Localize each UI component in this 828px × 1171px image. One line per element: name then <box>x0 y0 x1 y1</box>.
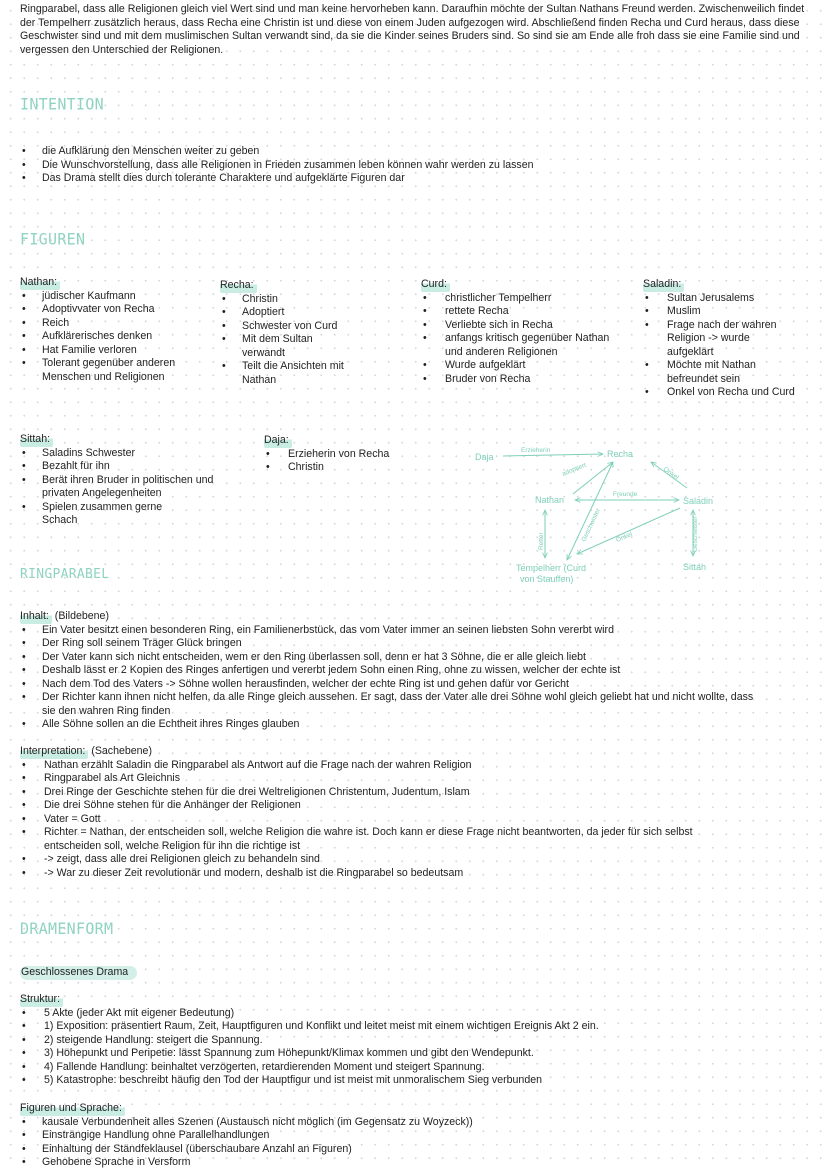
list-item: • Spielen zusammen gerne Schach <box>20 501 182 528</box>
intention-list <box>20 145 810 186</box>
list-item: • Sultan Jerusalems <box>643 292 823 306</box>
dramenform-struktur <box>20 993 810 1088</box>
section-sublabel: (Sachebene) <box>88 745 152 757</box>
list-item: • Hat Familie verloren <box>20 344 210 358</box>
list-item: • Berät ihren Bruder in politischen und privaten Angelegenheiten <box>20 474 220 501</box>
node-sittah: Sittah <box>683 562 707 572</box>
list-item: • Christin <box>220 293 390 307</box>
list-item: • Muslim <box>643 305 823 319</box>
figure-nathan <box>20 276 210 384</box>
list-item: • Reich <box>20 317 210 331</box>
figure-name: Saladin: <box>643 278 684 292</box>
list-item: • die Aufklärung den Menschen weiter zu geben <box>20 145 810 159</box>
list-item: • Möchte mit Nathan befreundet sein <box>643 359 777 386</box>
list-item: • christlicher Tempelherr <box>421 292 621 306</box>
list-item: • Wurde aufgeklärt <box>421 359 621 373</box>
list-item: • Richter = Nathan, der entscheiden soll, welche Religion die wahre ist. Doch kann er diese Frage nicht beantworten, da jeder für sich selbst entscheiden soll, welche Religion für ihn die richtige ist <box>20 826 810 853</box>
edge-label-retter: Retter <box>538 532 545 550</box>
list-item: • Gehobene Sprache in Versform <box>20 1156 810 1170</box>
list-item: • Vater = Gott <box>20 813 810 827</box>
intro-paragraph: Ringparabel, dass alle Religionen gleich viel Wert sind und man keine hervorheben kann. Daraufhin möchte der Sultan Nathans Freund werden. Zwischenweilich findet der Tempelherr zusätzlich heraus, dass Recha eine Christin ist und diese von einem Juden aufgezogen wird. Abschließend finden Recha und Curd heraus, dass diese Geschwister sind und mit dem muslimischen Sultan verwandt sind, da sie die Kinder seines Bruders sind. So sind sie am Ende alle froh dass sie eine Familie sind und vergessen den Unterschied der Religionen. <box>20 3 805 56</box>
list-item: • 2) steigende Handlung: steigert die Spannung. <box>20 1034 810 1048</box>
list-item: • Christin <box>264 461 444 475</box>
figure-name: Nathan: <box>20 276 60 290</box>
list-item: • Ringparabel als Art Gleichnis <box>20 772 810 786</box>
section-label: Struktur: <box>20 993 63 1007</box>
edge-label-geschwister: Geschwister <box>580 507 602 543</box>
list-item: • 5) Katastrophe: beschreibt häufig den Tod der Hauptfigur und ist meist mit unmoralischem Sieg verbunden <box>20 1074 810 1088</box>
list-item: • Der Ring soll seinem Träger Glück bringen <box>20 637 810 651</box>
list-item: • Onkel von Recha und Curd <box>643 386 823 400</box>
node-tempelherr: Tempelherr (Curd <box>516 563 587 573</box>
list-item: • Ein Vater besitzt einen besonderen Ring, ein Familienerbstück, das vom Vater immer an seinen liebsten Sohn vererbt wird <box>20 624 810 638</box>
figure-recha <box>220 279 390 387</box>
list-item: • Der Vater kann sich nicht entscheiden, wem er den Ring überlassen soll, denn er hat 3 Söhne, die er alle gleich liebt <box>20 651 810 665</box>
list-item: • Die drei Söhne stehen für die Anhänger der Religionen <box>20 799 810 813</box>
node-tempelherr-2: von Stauffen) <box>520 574 574 584</box>
list-item: • Frage nach der wahren Religion -> wurde aufgeklärt <box>643 319 797 360</box>
list-item: • -> zeigt, dass alle drei Religionen gleich zu behandeln sind <box>20 853 810 867</box>
edge-label-adoptiert: adoptiert <box>561 461 588 478</box>
list-item: • Nathan erzählt Saladin die Ringparabel als Antwort auf die Frage nach der wahren Religion <box>20 759 810 773</box>
figure-name: Daja: <box>264 434 292 448</box>
list-item: • jüdischer Kaufmann <box>20 290 210 304</box>
list-item: • 1) Exposition: präsentiert Raum, Zeit, Hauptfiguren und Konflikt und leitet meist mit einem wichtigen Ereignis Akt 2 ein. <box>20 1020 810 1034</box>
list-item: • Aufklärerisches denken <box>20 330 210 344</box>
list-item: • Drei Ringe der Geschichte stehen für die drei Weltreligionen Christentum, Judentum, Islam <box>20 786 810 800</box>
section-label: Inhalt: <box>20 610 52 624</box>
edge-label-freunde: Freunde <box>613 491 638 498</box>
list-item: • anfangs kritisch gegenüber Nathan und anderen Religionen <box>421 332 621 359</box>
node-saladin: Saladin <box>683 496 714 506</box>
edge-label-geschwister-2: Geschwister <box>692 516 699 552</box>
list-item: • Einsträngige Handlung ohne Parallelhandlungen <box>20 1129 810 1143</box>
figure-daja <box>264 434 444 475</box>
list-item: • Adoptiert <box>220 306 390 320</box>
section-sublabel: (Bildebene) <box>51 610 109 622</box>
list-item: • Das Drama stellt dies durch tolerante Charaktere und aufgeklärte Figuren dar <box>20 172 810 186</box>
figure-name: Curd: <box>421 278 450 292</box>
relationship-diagram <box>465 442 735 592</box>
figure-curd <box>421 278 621 386</box>
node-daja: Daja <box>475 452 494 462</box>
list-item: • Einhaltung der Ständfeklausel (überschaubare Anzahl an Figuren) <box>20 1143 810 1157</box>
list-item: • Teilt die Ansichten mit Nathan <box>220 360 362 387</box>
list-item: • Der Richter kann ihnen nicht helfen, da alle Ringe gleich aussehen. Er sagt, dass der Vater alle drei Söhne wohl gleich geliebt hat und nicht wollte, dass sie den wahren Ring finden <box>20 691 810 718</box>
list-item: • rettete Recha <box>421 305 621 319</box>
list-item: • Adoptivvater von Recha <box>20 303 210 317</box>
edge-daja-recha <box>503 454 603 456</box>
list-item: • Erzieherin von Recha <box>264 448 444 462</box>
figure-sittah <box>20 433 220 528</box>
list-item: • 3) Höhepunkt und Peripetie: lässt Spannung zum Höhepunkt/Klimax kommen und gibt den Wendepunkt. <box>20 1047 810 1061</box>
list-item: • Deshalb lässt er 2 Kopien des Ringes anfertigen und vererbt jedem Sohn einen Ring, ohne zu wissen, welcher der echte ist <box>20 664 810 678</box>
list-item: • Bezahlt für ihn <box>20 460 220 474</box>
list-item: • 4) Fallende Handlung: beinhaltet verzögerten, retardierenden Moment und steigert Spannung. <box>20 1061 810 1075</box>
list-item: • Bruder von Recha <box>421 373 621 387</box>
list-item: • Schwester von Curd <box>220 320 390 334</box>
section-label: Interpretation: <box>20 745 88 759</box>
figure-name: Recha: <box>220 279 257 293</box>
ringparabel-interpretation <box>20 745 810 880</box>
edge-label-onkel: Onkel <box>661 465 680 482</box>
node-nathan: Nathan <box>535 495 565 505</box>
list-item: • kausale Verbundenheit alles Szenen (Austausch nicht möglich (im Gegensatz zu Woyzeck)) <box>20 1116 810 1130</box>
list-item: • Saladins Schwester <box>20 447 220 461</box>
subheading-label: Geschlossenes Drama <box>20 966 137 980</box>
ringparabel-inhalt <box>20 610 810 732</box>
list-item: • Verliebte sich in Recha <box>421 319 621 333</box>
figure-saladin <box>643 278 823 400</box>
heading-dramenform: DRAMENFORM <box>20 919 114 939</box>
list-item: • Tolerant gegenüber anderen Menschen und Religionen <box>20 357 210 384</box>
dramenform-figuren-sprache <box>20 1102 810 1170</box>
edge-label-erzieherin: Erzieherin <box>521 447 551 454</box>
list-item: • Mit dem Sultan verwandt <box>220 333 342 360</box>
heading-figuren: FIGUREN <box>20 229 86 249</box>
section-label: Figuren und Sprache: <box>20 1102 125 1116</box>
figure-name: Sittah: <box>20 433 53 447</box>
list-item: • -> War zu dieser Zeit revolutionär und modern, deshalb ist die Ringparabel so bedeutsam <box>20 867 810 881</box>
list-item: • 5 Akte (jeder Akt mit eigener Bedeutung) <box>20 1007 810 1021</box>
list-item: • Nach dem Tod des Vaters -> Söhne wollen herausfinden, welcher der echte Ring ist und gehen dafür vor Gericht <box>20 678 810 692</box>
node-recha: Recha <box>607 449 634 459</box>
edge-recha-tempelherr <box>567 462 613 560</box>
dramenform-subheading <box>20 966 137 980</box>
heading-ringparabel: RINGPARABEL <box>20 566 110 583</box>
list-item: • Die Wunschvorstellung, dass alle Religionen in Frieden zusammen leben können wahr werden zu lassen <box>20 159 810 173</box>
list-item: • Alle Söhne sollen an die Echtheit ihres Ringes glauben <box>20 718 810 732</box>
heading-intention: INTENTION <box>20 94 104 114</box>
edge-label-onkel-2: Onkel <box>615 531 634 544</box>
